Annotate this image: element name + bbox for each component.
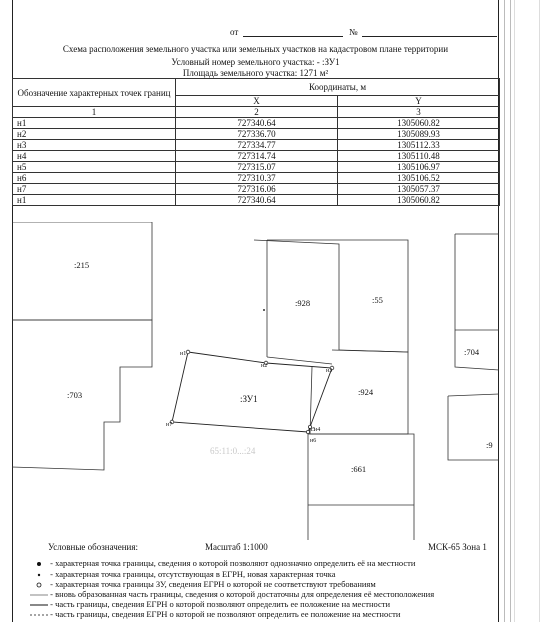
legend-solid-line-icon [30, 601, 48, 609]
legend-item [30, 599, 390, 609]
point-cell: н4 [13, 151, 176, 162]
x-cell: 727340.64 [176, 118, 338, 129]
number-line [362, 36, 497, 37]
label-point-n1: н1 [180, 351, 187, 357]
point-cell: н1 [13, 118, 176, 129]
x-cell: 727314.74 [176, 151, 338, 162]
point-cell: н2 [13, 129, 176, 140]
label-parcel-661: :661 [351, 464, 367, 474]
label-parcel-924: :924 [358, 387, 374, 397]
label-point-n6: н6 [310, 438, 317, 444]
index-cell: 1 [13, 107, 176, 118]
y-cell: 1305060.82 [338, 118, 500, 129]
point-n1-marker [186, 350, 190, 354]
legend-item [30, 558, 415, 568]
table-row [13, 129, 500, 140]
point-cell: н1 [13, 195, 176, 206]
date-prefix: от [230, 27, 239, 37]
legend-text: - характерная точка границы ЗУ, сведения ЕГРН о которой не соответствуют требованиям [50, 579, 376, 589]
point-cell: н3 [13, 140, 176, 151]
y-cell: 1305106.52 [338, 173, 500, 184]
point-cell: н7 [13, 184, 176, 195]
label-new-parcel: :ЗУ1 [240, 394, 258, 404]
label-point-n5: н5 [309, 427, 316, 433]
index-cell: 2 [176, 107, 338, 118]
label-point-n4: н4 [314, 427, 321, 433]
new-parcel-zu1-boundary [172, 352, 332, 432]
legend-small-dot-icon [30, 571, 48, 579]
cadastral-map [12, 222, 499, 540]
table-row [13, 173, 500, 184]
point-designation-header: Обозначение характерных точек границ [13, 79, 176, 107]
x-cell: 727315.07 [176, 162, 338, 173]
label-parcel-215: :215 [74, 260, 90, 270]
label-point-n2: н2 [261, 363, 268, 369]
point-cell: н6 [13, 173, 176, 184]
conditional-number: Условный номер земельного участка: - :ЗУ1 [171, 57, 340, 67]
parcel-9-outline [448, 396, 499, 460]
table-row [13, 140, 500, 151]
coordinates-header: Координаты, м [176, 79, 500, 96]
label-parcel-55: :55 [372, 295, 383, 305]
legend-title: Условные обозначения: [48, 542, 139, 552]
x-cell: 727334.77 [176, 140, 338, 151]
y-cell: 1305106.97 [338, 162, 500, 173]
legend-circle-icon [30, 581, 48, 589]
legend-text: - вновь образованная часть границы, сведения о которой достаточны для определения её местоположения [50, 589, 435, 599]
y-cell: 1305110.48 [338, 151, 500, 162]
table-row [13, 162, 500, 173]
label-parcel-703: :703 [67, 390, 83, 400]
y-cell: 1305057.37 [338, 184, 500, 195]
legend-item [30, 589, 434, 599]
x-header: X [176, 96, 338, 107]
document-title: Схема расположения земельного участка или земельных участков на кадастровом плане территории [62, 44, 449, 54]
legend-text: - часть границы, сведения ЕГРН о которой не позволяют определить ее положение на местности [50, 609, 401, 619]
coordinate-system: МСК-65 Зона 1 [428, 542, 487, 552]
legend-text: - характерная точка границы, отсутствующая в ЕГРН, новая характерная точка [50, 569, 336, 579]
y-cell: 1305060.82 [338, 195, 500, 206]
label-parcel-704: :704 [464, 347, 480, 357]
parcel-area: Площадь земельного участка: 1271 м² [182, 68, 329, 78]
table-row [13, 195, 500, 206]
table-row [13, 151, 500, 162]
date-line [243, 36, 343, 37]
parcel-9-top [448, 394, 499, 396]
parcel-215-outline [12, 222, 152, 320]
legend-text: - часть границы, сведения ЕГРН о которой позволяют определить ее положение на местности [50, 599, 390, 609]
x-cell: 727316.06 [176, 184, 338, 195]
parcel-661-outline [308, 434, 414, 540]
x-cell: 727336.70 [176, 129, 338, 140]
y-cell: 1305089.93 [338, 129, 500, 140]
coordinates-table [12, 78, 500, 206]
adjacent-page-edge [504, 0, 544, 622]
legend-text: - характерная точка границы, сведения о которой позволяют однозначно определить её на местности [50, 558, 416, 568]
block-watermark: 65:11:0...:24 [210, 446, 256, 456]
legend-item [30, 609, 400, 619]
legend-thin-line-icon [30, 591, 48, 599]
label-point-n3: н3 [326, 368, 333, 374]
y-cell: 1305112.33 [338, 140, 500, 151]
label-point-n7: н7 [166, 422, 173, 428]
label-parcel-928: :928 [295, 298, 311, 308]
point-cell: н5 [13, 162, 176, 173]
table-row [13, 184, 500, 195]
parcel-928-bottom [267, 357, 332, 364]
legend-dashed-line-icon [30, 611, 48, 619]
label-parcel-9: :9 [486, 440, 493, 450]
stray-dot [263, 309, 265, 311]
index-cell: 3 [338, 107, 500, 118]
number-sign: № [349, 27, 358, 37]
y-header: Y [338, 96, 500, 107]
parcel-55-outline [267, 240, 408, 352]
scale-label: Масштаб 1:1000 [205, 542, 268, 552]
table-row [13, 118, 500, 129]
x-cell: 727340.64 [176, 195, 338, 206]
legend-item [30, 579, 376, 589]
legend-item [30, 569, 336, 579]
x-cell: 727310.37 [176, 173, 338, 184]
legend-dot-icon [30, 560, 48, 568]
